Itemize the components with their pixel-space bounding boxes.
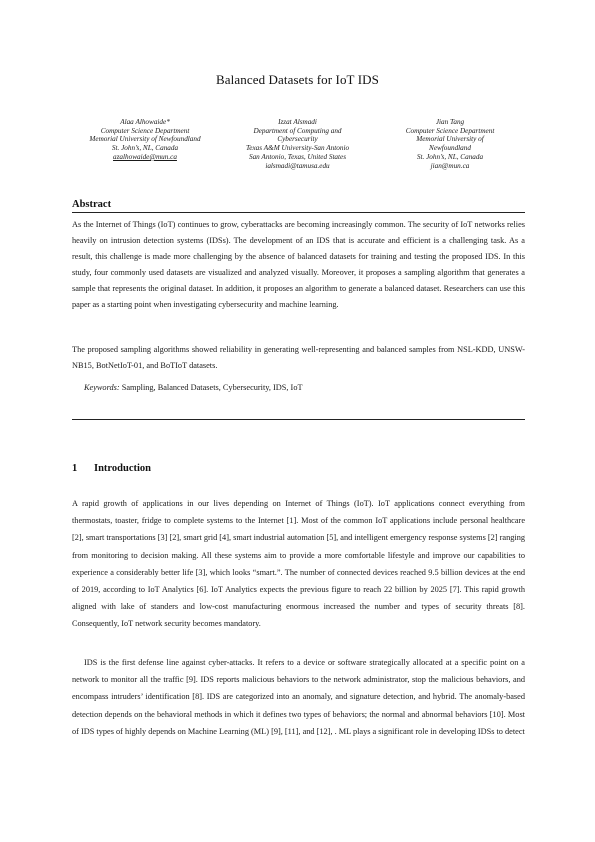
- author-affiliation-line: Texas A&M University-San Antonio: [245, 144, 350, 153]
- author-2: [223, 118, 373, 170]
- author-3: [375, 118, 525, 170]
- author-affiliation-line: Cybersecurity: [277, 135, 318, 144]
- keywords-line: [84, 383, 303, 392]
- author-name: Alaa Alhowaide*: [120, 118, 170, 126]
- author-name: Jian Tang: [435, 118, 465, 126]
- section-number: 1: [72, 463, 78, 474]
- abstract-bottom-rule: [72, 419, 525, 420]
- keywords-label: Keywords:: [84, 383, 120, 392]
- author-email: ialsmadi@tamusa.edu: [265, 161, 330, 170]
- author-affiliation-line: St. John’s, NL, Canada: [111, 144, 179, 153]
- abstract-top-rule: [72, 212, 525, 213]
- author-email-link[interactable]: azalhowaide@mun.ca: [113, 152, 177, 161]
- body-paragraph: IDS is the first defense line against cyber-attacks. It refers to a device or software strategically allocated at a specific point on a network to monitor all the traffic [9]. IDS reports malicious behaviors to the network administrator, stop the malicious behaviors, and encompass intruders’ identification [8]. IDS are categorized into an anomaly, and signature detection, and hybrid. The anomaly-based detection depends on the behavioral methods in which it defines two types of behaviors; the normal and abnormal behaviors [10]. Most of IDS types of highly depends on Machine Learning (ML) [9], [11], and [12], . ML plays a significant role in developing IDSs to detect: [72, 658, 525, 736]
- author-affiliation-line: San Antonio, Texas, United States: [248, 152, 347, 161]
- author-affiliation-line: Department of Computing and: [253, 126, 342, 135]
- author-affiliation-line: Memorial University of Newfoundland: [89, 135, 201, 144]
- section-title: Introduction: [94, 463, 151, 474]
- abstract-paragraph: As the Internet of Things (IoT) continues to grow, cyberattacks are becoming increasingly common. The security of IoT networks relies heavily on intrusion detection systems (IDSs). The development of an IDS that is accurate and efficient is a challenging task. As a result, this challenge is made more challenging by the absence of balanced datasets for training and testing the proposed IDS. In this study, four commonly used datasets are visualized and analyzed visually. Moreover, it proposes a sampling algorithm that generates a sample that represents the original dataset. In addition, it proposes an algorithm to generate a balanced dataset. Researchers can use this paper as a starting point when investigating cybersecurity and machine learning.: [72, 220, 525, 309]
- author-name: Izzat Alsmadi: [278, 118, 317, 126]
- author-1: [70, 118, 220, 170]
- author-affiliation-line: Computer Science Department: [405, 126, 495, 135]
- keywords-list: Sampling, Balanced Datasets, Cybersecurity, IDS, IoT: [121, 383, 303, 392]
- abstract-paragraph: The proposed sampling algorithms showed reliability in generating well-representing and balanced samples from NSL-KDD, UNSW-NB15, BotNetIoT-01, and BoTIoT datasets.: [72, 345, 525, 370]
- author-email: jian@mun.ca: [430, 161, 470, 170]
- paper-title: Balanced Datasets for IoT IDS: [216, 72, 379, 87]
- author-affiliation-line: St. John’s, NL, Canada: [416, 152, 484, 161]
- abstract-heading: Abstract: [72, 199, 112, 210]
- author-block: [70, 118, 525, 170]
- section-heading: [72, 463, 151, 474]
- body-paragraph: A rapid growth of applications in our lives depending on Internet of Things (IoT). IoT applications connect everything from thermostats, toaster, fridge to complete systems to the Internet [1]. Most of the common IoT applications include personal healthcare [2], smart transportations [3] [2], smart grid [4], smart industrial automation [5], and intelligent emergency response systems [2] ranging from monitoring to decision making. All these systems aim to provide a more comfortable lifestyle and improve our capabilities to experience a considerably better life [3], which looks “smart.”. The number of connected devices reached 9.5 billion devices at the end of 2019, according to IoT Analytics [6]. IoT Analytics expects the previous figure to reach 22 billion by 2025 [7]. This rapid growth aligned with lake of standers and low-cost manufacturing enormous increased the number and types of security threats [8]. Consequently, IoT network security becomes mandatory.: [72, 499, 525, 629]
- author-affiliation-line: Computer Science Department: [100, 126, 190, 135]
- author-affiliation-line: Newfoundland: [429, 144, 471, 153]
- author-affiliation-line: Memorial University of: [416, 135, 484, 144]
